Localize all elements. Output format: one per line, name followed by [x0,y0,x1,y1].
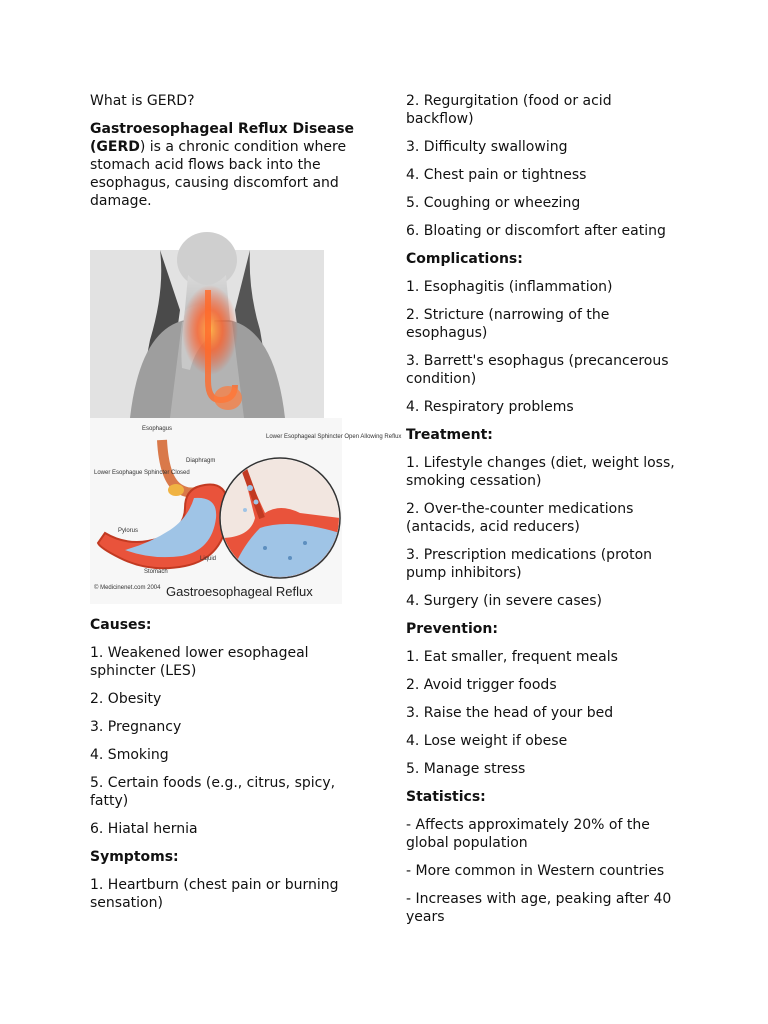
list-item: 1. Heartburn (chest pain or burning sensation) [90,877,339,911]
list-item: 3. Barrett's esophagus (precancerous condition) [406,353,669,387]
prevention-heading: Prevention: [406,621,498,637]
symptoms-heading: Symptoms: [90,849,179,865]
label-credit: © Medicinenet.com 2004 [94,585,161,591]
right-column [406,92,678,936]
list-item: 4. Surgery (in severe cases) [406,593,602,609]
intro-question: What is GERD? [90,93,195,109]
list-item: 1. Weakened lower esophageal sphincter (LES) [90,645,309,679]
treatment-heading: Treatment: [406,427,493,443]
label-liquid: Liquid [200,556,217,562]
label-diaphragm: Diaphragm [186,458,216,464]
list-item: 3. Raise the head of your bed [406,705,614,721]
list-item: 4. Chest pain or tightness [406,167,587,183]
list-item: 5. Coughing or wheezing [406,195,581,211]
gerd-definition-text: ) is a chronic condition where stomach acid flows back into the esophagus, causing discomfort and damage. [90,139,347,209]
heartburn-photo [90,250,324,418]
label-les-closed: Lower Esophague Sphincter Closed [94,470,190,476]
left-column [90,92,402,922]
complications-heading: Complications: [406,251,523,267]
label-pylorus: Pylorus [118,528,139,534]
gerd-diagram [90,418,402,604]
intro-definition [90,120,360,210]
diagram-caption: Gastroesophageal Reflux [166,584,313,599]
gerd-term: Gastroesophageal Reflux Disease (GERD [90,121,355,155]
list-item: - Increases with age, peaking after 40 years [406,891,672,925]
list-item: 5. Certain foods (e.g., citrus, spicy, fatty) [90,775,336,809]
label-les-open: Lower Esophageal Sphincter Open Allowing Reflux [266,434,402,440]
list-item: 2. Regurgitation (food or acid backflow) [406,93,612,127]
list-item: 4. Lose weight if obese [406,733,568,749]
list-item: - Affects approximately 20% of the global population [406,817,650,851]
causes-heading: Causes: [90,617,152,633]
list-item: 3. Pregnancy [90,719,182,735]
list-item: 1. Esophagitis (inflammation) [406,279,613,295]
list-item: 1. Lifestyle changes (diet, weight loss, smoking cessation) [406,455,675,489]
list-item: 6. Hiatal hernia [90,821,198,837]
list-item: 2. Stricture (narrowing of the esophagus) [406,307,610,341]
list-item: 3. Prescription medications (proton pump inhibitors) [406,547,653,581]
list-item: 2. Obesity [90,691,162,707]
label-stomach: Stomach [144,569,168,575]
statistics-heading: Statistics: [406,789,486,805]
list-item: 6. Bloating or discomfort after eating [406,223,666,239]
list-item: 4. Smoking [90,747,169,763]
list-item: 5. Manage stress [406,761,526,777]
list-item: 4. Respiratory problems [406,399,574,415]
list-item: 2. Over-the-counter medications (antacids, acid reducers) [406,501,634,535]
label-esophagus: Esophagus [142,426,173,432]
list-item: 2. Avoid trigger foods [406,677,557,693]
list-item: 3. Difficulty swallowing [406,139,568,155]
list-item: - More common in Western countries [406,863,665,879]
list-item: 1. Eat smaller, frequent meals [406,649,618,665]
causes-list [90,644,360,838]
